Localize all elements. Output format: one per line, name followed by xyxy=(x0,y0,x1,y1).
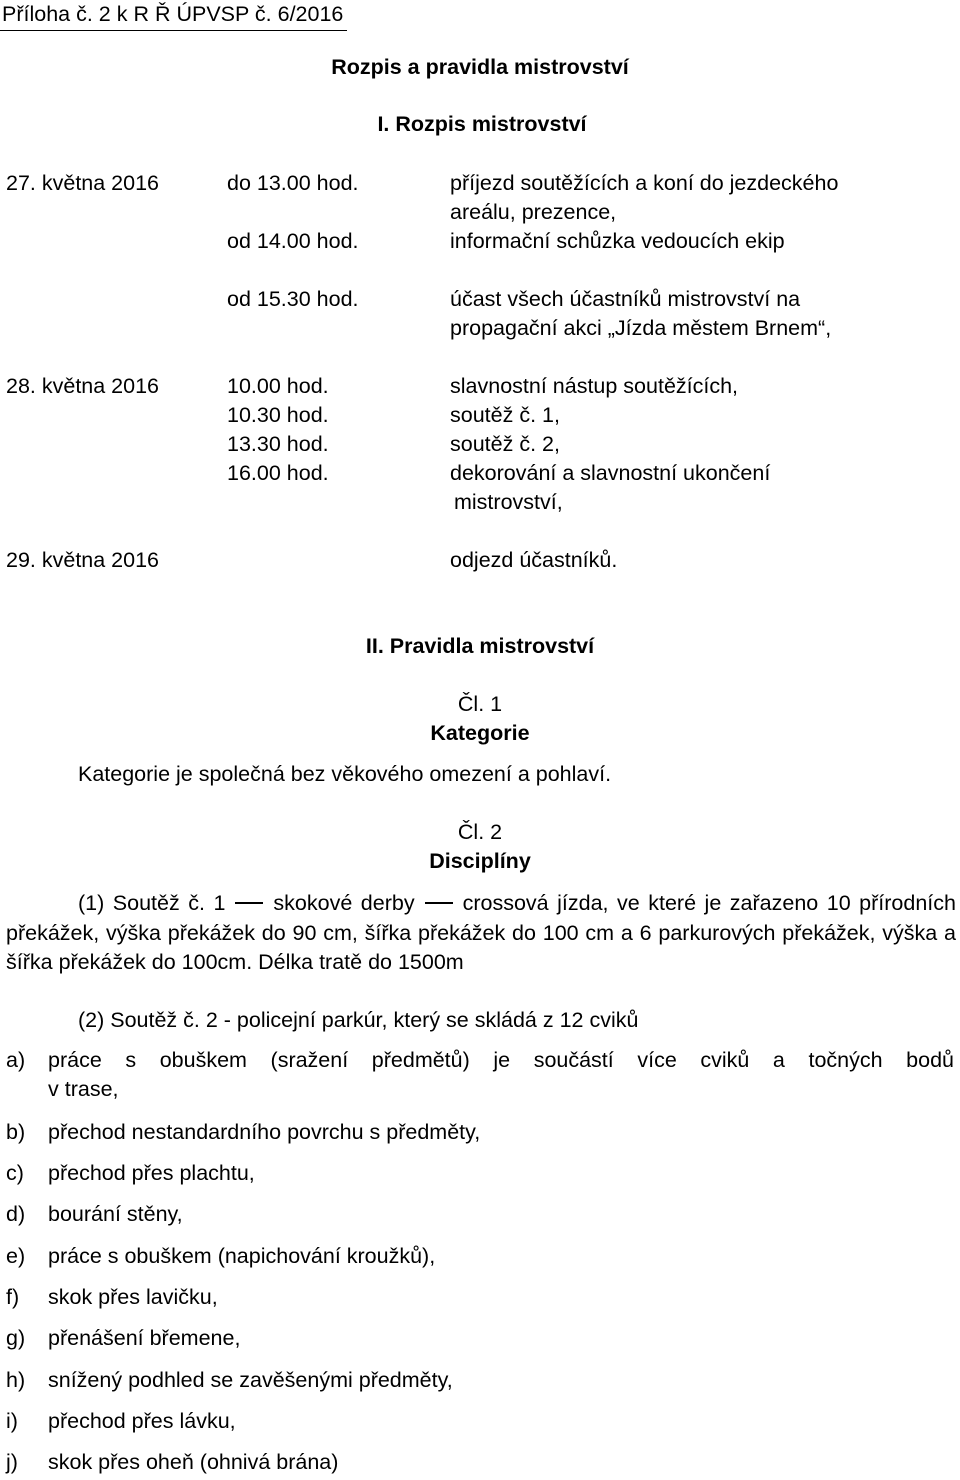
schedule-event: informační schůzka vedoucích ekip xyxy=(450,229,785,253)
document-title: Rozpis a pravidla mistrovství xyxy=(331,55,629,79)
schedule-event: dekorování a slavnostní ukončení xyxy=(450,461,771,485)
list-item-letter: g) xyxy=(6,1326,26,1350)
list-item-letter: e) xyxy=(6,1244,26,1268)
list-item-letter: i) xyxy=(6,1409,18,1433)
schedule-event: soutěž č. 2, xyxy=(450,432,560,456)
article2-heading: Disciplíny xyxy=(429,849,531,873)
list-item-letter: b) xyxy=(6,1120,26,1144)
paragraph1-mid: skokové derby xyxy=(273,891,415,915)
attachment-label: Příloha č. 2 k R Ř ÚPVSP č. 6/2016 xyxy=(2,2,344,26)
schedule-date-2: 28. května 2016 xyxy=(6,374,160,398)
list-item-letter: j) xyxy=(6,1450,18,1474)
schedule-time: 10.30 hod. xyxy=(227,403,329,427)
schedule-event-cont: areálu, prezence, xyxy=(450,200,617,224)
schedule-time: od 14.00 hod. xyxy=(227,229,359,253)
list-item-letter: h) xyxy=(6,1368,26,1392)
article1-number: Čl. 1 xyxy=(457,692,503,716)
list-item-text: přechod přes lávku, xyxy=(48,1409,236,1433)
schedule-date-1: 27. května 2016 xyxy=(6,171,160,195)
schedule-event: účast všech účastníků mistrovství na xyxy=(450,287,801,311)
list-item-text: přenášení břemene, xyxy=(48,1326,241,1350)
schedule-time: 13.30 hod. xyxy=(227,432,329,456)
list-item-text: bourání stěny, xyxy=(48,1202,183,1226)
article2-paragraph-1 xyxy=(6,889,956,978)
list-item-text: přechod přes plachtu, xyxy=(48,1161,255,1185)
list-item-letter: f) xyxy=(6,1285,20,1309)
schedule-event-cont: mistrovství, xyxy=(454,490,563,514)
list-item-text: skok přes oheň (ohnivá brána) xyxy=(48,1450,339,1474)
schedule-time: 16.00 hod. xyxy=(227,461,329,485)
list-item-letter: c) xyxy=(6,1161,24,1185)
list-item-letter: d) xyxy=(6,1202,26,1226)
schedule-time: 10.00 hod. xyxy=(227,374,329,398)
schedule-date-3: 29. května 2016 xyxy=(6,548,160,572)
schedule-event: slavnostní nástup soutěžících, xyxy=(450,374,739,398)
list-item-text-cont: v trase, xyxy=(48,1077,119,1101)
schedule-event: odjezd účastníků. xyxy=(450,548,618,572)
list-item-text: přechod nestandardního povrchu s předměty, xyxy=(48,1120,481,1144)
list-item-letter: a) xyxy=(6,1048,26,1072)
list-item-text: práce s obuškem (sražení předmětů) je součástí více cviků a točných bodů xyxy=(48,1048,954,1072)
section2-title: II. Pravidla mistrovství xyxy=(365,634,595,658)
attachment-header xyxy=(0,0,347,31)
schedule-event-cont: propagační akci „Jízda městem Brnem“, xyxy=(450,316,832,340)
schedule-event: příjezd soutěžících a koní do jezdeckého xyxy=(450,171,839,195)
list-item-text: skok přes lavičku, xyxy=(48,1285,218,1309)
schedule-time: od 15.30 hod. xyxy=(227,287,359,311)
list-item-text: práce s obuškem (napichování kroužků), xyxy=(48,1244,436,1268)
schedule-time: do 13.00 hod. xyxy=(227,171,359,195)
schedule-event: soutěž č. 1, xyxy=(450,403,560,427)
list-item-text: snížený podhled se zavěšenými předměty, xyxy=(48,1368,453,1392)
article2-paragraph-2: (2) Soutěž č. 2 - policejní parkúr, který se skládá z 12 cviků xyxy=(78,1008,639,1032)
article1-text: Kategorie je společná bez věkového omezení a pohlaví. xyxy=(78,762,612,786)
dash-1 xyxy=(235,902,263,904)
paragraph1-rest: crossová jízda, ve které je zařazeno 10 přírodních překážek, výška překážek do 90 cm, šířka překážek do 100 cm a 6 parkurových překážek, výška a šířka překážek do 100cm. Délka tratě do 1500m xyxy=(6,891,956,974)
dash-2 xyxy=(425,902,453,904)
paragraph1-start: (1) Soutěž č. 1 xyxy=(78,891,226,915)
section1-title: I. Rozpis mistrovství xyxy=(377,112,587,136)
article2-number: Čl. 2 xyxy=(457,820,503,844)
article1-heading: Kategorie xyxy=(430,721,530,745)
